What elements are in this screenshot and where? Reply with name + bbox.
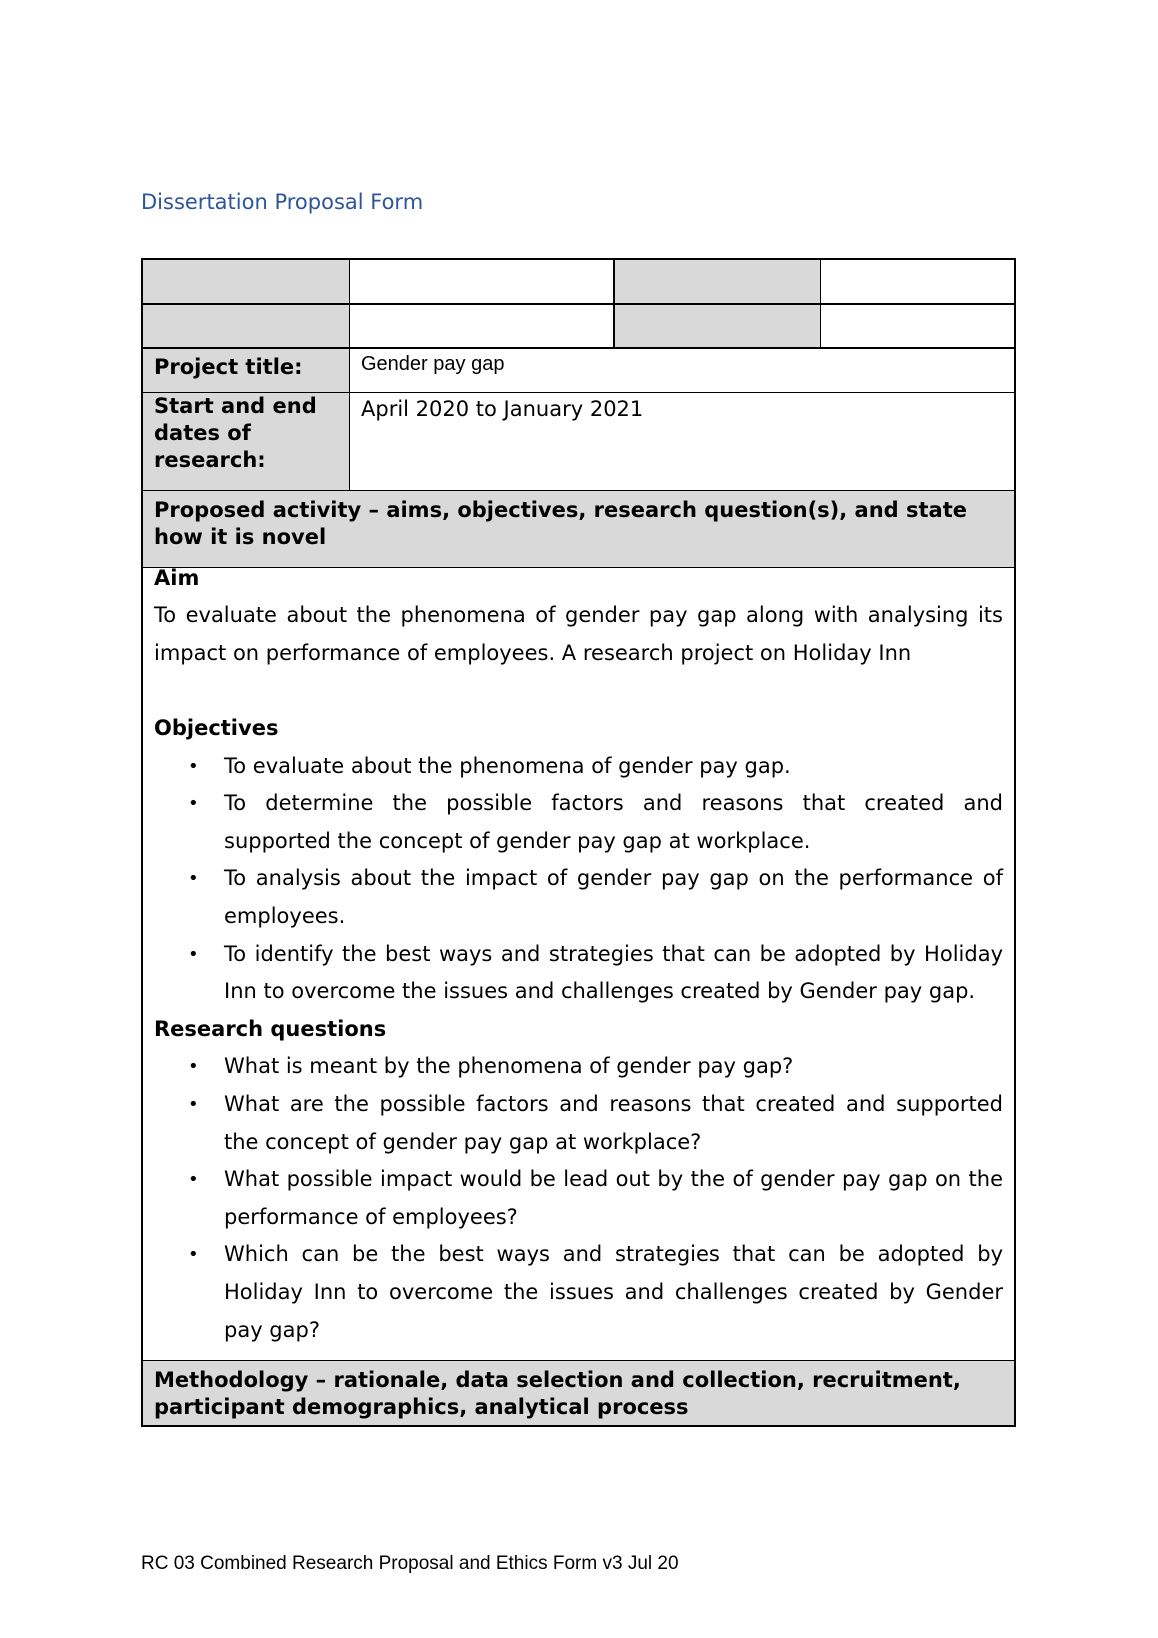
- project-title-row: [143, 348, 1014, 392]
- project-title-value: Gender pay gap: [361, 353, 505, 375]
- research-question-item: [154, 1048, 1003, 1086]
- proposed-activity-heading: Proposed activity – aims, objectives, research question(s), and state how it is novel: [154, 498, 968, 549]
- research-dates-label-cell: [143, 392, 350, 490]
- aim-heading-text: Aim: [154, 566, 200, 590]
- research-question-text: Which can be the best ways and strategies that can be adopted by Holiday Inn to overcome the issues and challenges created by Gender pay gap?: [224, 1242, 1003, 1342]
- bullet-icon: •: [188, 868, 199, 890]
- research-dates-label-line: dates of: [154, 421, 251, 445]
- row-divider: [143, 392, 1014, 393]
- blank-value-cell: [821, 304, 1014, 348]
- bullet-icon: •: [188, 1093, 199, 1115]
- page-footer: RC 03 Combined Research Proposal and Ethics Form v3 Jul 20: [141, 1553, 679, 1574]
- row-divider: [143, 1360, 1014, 1361]
- row-divider: [143, 303, 1014, 305]
- row-divider: [143, 490, 1014, 491]
- objective-text: To analysis about the impact of gender pay gap on the performance of employees.: [224, 866, 1003, 928]
- objective-item: [154, 785, 1003, 860]
- bullet-icon: •: [188, 1244, 199, 1266]
- methodology-header-row: [143, 1360, 1014, 1425]
- blank-row-2: [143, 304, 1014, 348]
- research-dates-value: April 2020 to January 2021: [361, 397, 644, 421]
- objective-item: [154, 860, 1003, 935]
- research-question-text: What are the possible factors and reasons that created and supported the concept of gender pay gap at workplace?: [224, 1091, 1003, 1154]
- aim-text: [154, 597, 1003, 672]
- project-title-value-cell: [350, 348, 1014, 392]
- bullet-icon: •: [188, 793, 199, 815]
- blank-label-cell: [143, 304, 350, 348]
- methodology-heading: Methodology – rationale, data selection and collection, recruitment, participant demographics, analytical process: [154, 1368, 961, 1419]
- objective-text: To determine the possible factors and reasons that created and supported the concept of gender pay gap at workplace.: [224, 791, 1003, 853]
- research-dates-label-line: Start and end: [154, 394, 317, 418]
- aim-text-line: impact on performance of employees. A research project on Holiday Inn: [154, 640, 912, 665]
- objective-item: [154, 748, 1003, 786]
- row-divider: [143, 347, 1014, 349]
- research-dates-label: [154, 393, 317, 474]
- research-dates-value-cell: [350, 392, 1014, 490]
- research-question-item: [154, 1086, 1003, 1161]
- objectives-section: [154, 710, 1003, 1349]
- column-divider: [613, 260, 615, 348]
- objective-text: To evaluate about the phenomena of gender pay gap.: [224, 753, 791, 778]
- project-title-label-cell: [143, 348, 350, 392]
- proposed-activity-header-row: [143, 490, 1014, 567]
- blank-row-1: [143, 260, 1014, 304]
- research-dates-row: [143, 392, 1014, 490]
- blank-value-cell: [821, 260, 1014, 304]
- research-dates-label-line: research:: [154, 448, 266, 472]
- blank-label-cell: [614, 304, 821, 348]
- bullet-icon: •: [188, 1056, 199, 1078]
- research-questions-heading: Research questions: [154, 1016, 387, 1041]
- blank-value-cell: [350, 304, 614, 348]
- objective-text: To identify the best ways and strategies that can be adopted by Holiday Inn to overcome the issues and challenges created by Gender pay gap.: [224, 941, 1003, 1004]
- blank-label-cell: [614, 260, 821, 304]
- research-question-item: [154, 1161, 1003, 1236]
- column-divider: [349, 260, 350, 490]
- research-question-text: What is meant by the phenomena of gender pay gap?: [224, 1054, 794, 1079]
- bullet-icon: •: [188, 943, 199, 965]
- objective-item: [154, 936, 1003, 1011]
- aim-text-line: To evaluate about the phenomena of gender pay gap along with analysing its: [154, 603, 1003, 627]
- bullet-icon: •: [188, 1169, 199, 1191]
- proposal-body-row: [143, 567, 1014, 1360]
- column-divider: [820, 260, 821, 348]
- research-question-text: What possible impact would be lead out by the of gender pay gap on the performance of employees?: [224, 1167, 1003, 1229]
- blank-label-cell: [143, 260, 350, 304]
- aim-heading: [154, 560, 1003, 598]
- research-question-item: [154, 1236, 1003, 1349]
- project-title-label: Project title:: [154, 355, 303, 379]
- objectives-heading: Objectives: [154, 716, 279, 740]
- blank-value-cell: [350, 260, 614, 304]
- document-title: Dissertation Proposal Form: [141, 190, 424, 214]
- bullet-icon: •: [188, 755, 199, 777]
- proposal-form-table: [141, 258, 1016, 1427]
- row-divider: [143, 567, 1014, 568]
